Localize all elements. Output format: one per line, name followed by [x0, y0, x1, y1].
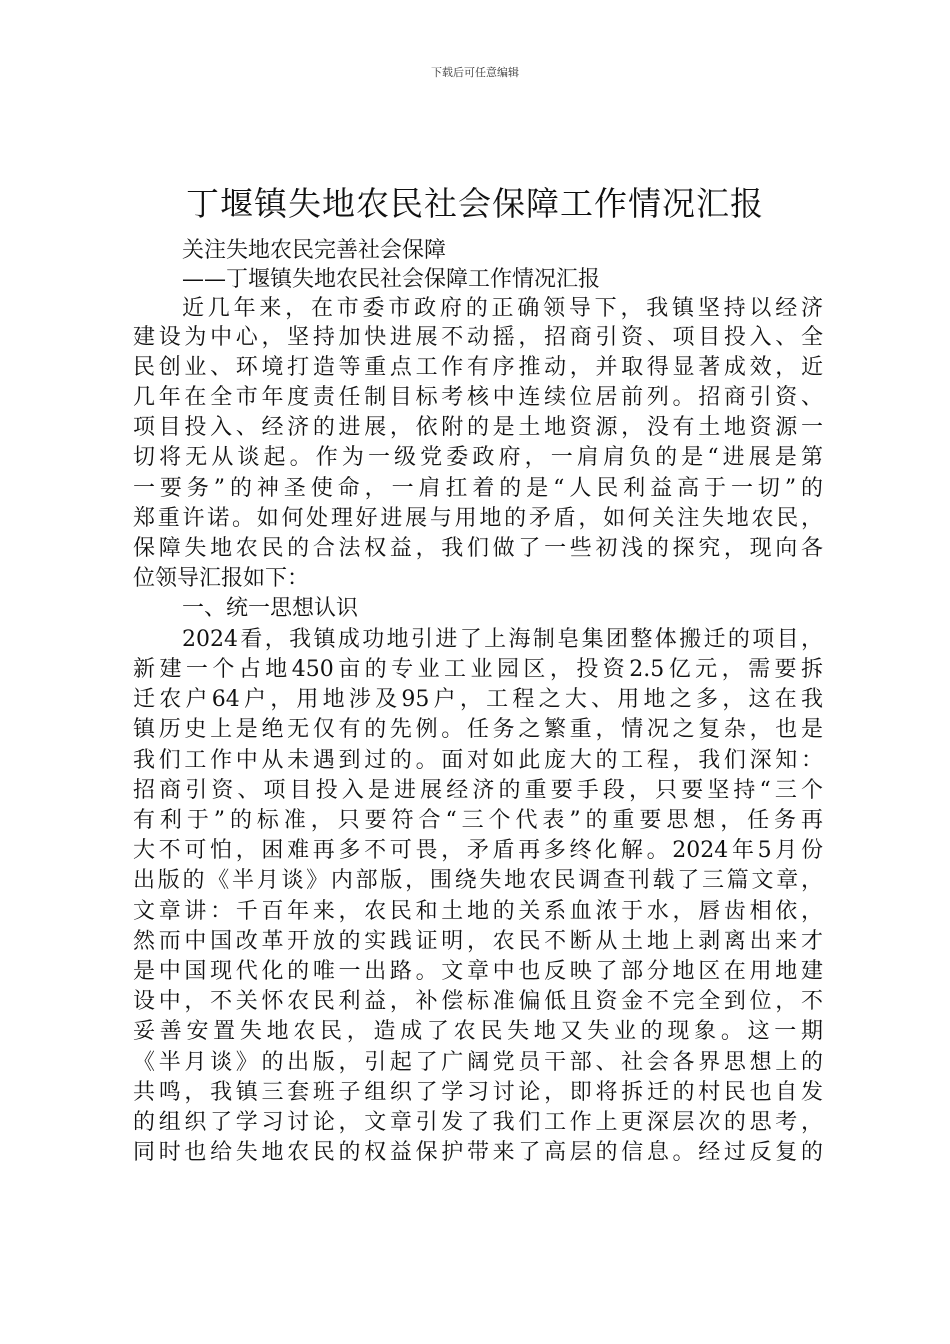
paragraph-line: 镇历史上是绝无仅有的先例。任务之繁重，情况之复杂，也是 [133, 717, 823, 742]
paragraph-line: 郑重许诺。如何处理好进展与用地的矛盾，如何关注失地农民， [133, 506, 823, 531]
paragraph-line: 建设为中心，坚持加快进展不动摇，招商引资、项目投入、全 [133, 325, 823, 350]
subtitle-line: 关注失地农民完善社会保障 [182, 238, 447, 263]
document-title: 丁堰镇失地农民社会保障工作情况汇报 [186, 184, 764, 223]
paragraph-line: 一要务”的神圣使命，一肩扛着的是“人民利益高于一切”的 [133, 476, 823, 501]
paragraph-line: 我们工作中从未遇到过的。面对如此庞大的工程，我们深知： [133, 748, 823, 773]
paragraph-line: 新建一个占地450亩的专业工业园区，投资2.5亿元，需要拆 [133, 657, 823, 682]
paragraph-line: 同时也给失地农民的权益保护带来了高层的信息。经过反复的 [133, 1140, 823, 1165]
paragraph-line: 位领导汇报如下： [133, 566, 310, 591]
paragraph-line: 民创业、环境打造等重点工作有序推动，并取得显著成效，近 [133, 355, 823, 380]
paragraph-line: 2024看，我镇成功地引进了上海制皂集团整体搬迁的项目， [182, 627, 823, 652]
paragraph-line: 近几年来，在市委市政府的正确领导下，我镇坚持以经济 [182, 296, 823, 321]
paragraph-line: 保障失地农民的合法权益，我们做了一些初浅的探究，现向各 [133, 536, 823, 561]
paragraph-line: 妥善安置失地农民，造成了农民失地又失业的现象。这一期 [133, 1019, 823, 1044]
paragraph-line: 的组织了学习讨论，文章引发了我们工作上更深层次的思考， [133, 1110, 823, 1135]
section-heading: 一、统一思想认识 [182, 596, 359, 621]
paragraph-line: 项目投入、经济的进展，依附的是土地资源，没有土地资源一 [133, 415, 823, 440]
subtitle-line: ——丁堰镇失地农民社会保障工作情况汇报 [182, 267, 601, 292]
paragraph-line: 出版的《半月谈》内部版，围绕失地农民调查刊载了三篇文章， [133, 868, 823, 893]
paragraph-line: 然而中国改革开放的实践证明，农民不断从土地上剥离出来才 [133, 929, 823, 954]
paragraph-line: 是中国现代化的唯一出路。文章中也反映了部分地区在用地建 [133, 959, 823, 984]
paragraph-line: 设中，不关怀农民利益，补偿标准偏低且资金不完全到位，不 [133, 989, 823, 1014]
paragraph-line: 文章讲：千百年来，农民和土地的关系血浓于水，唇齿相依， [133, 899, 823, 924]
header-note: 下载后可任意编辑 [431, 66, 519, 79]
paragraph-line: 切将无从谈起。作为一级党委政府，一肩肩负的是“进展是第 [133, 445, 823, 470]
paragraph-line: 大不可怕，困难再多不可畏，矛盾再多终化解。2024年5月份 [133, 838, 823, 863]
paragraph-line: 共鸣，我镇三套班子组织了学习讨论，即将拆迁的村民也自发 [133, 1080, 823, 1105]
paragraph-line: 几年在全市年度责任制目标考核中连续位居前列。招商引资、 [133, 385, 823, 410]
paragraph-line: 《半月谈》的出版，引起了广阔党员干部、社会各界思想上的 [133, 1050, 823, 1075]
paragraph-line: 迁农户64户，用地涉及95户，工程之大、用地之多，这在我 [133, 687, 823, 712]
paragraph-line: 招商引资、项目投入是进展经济的重要手段，只要坚持“三个 [133, 778, 823, 803]
paragraph-line: 有利于”的标准，只要符合“三个代表”的重要思想，任务再 [133, 808, 823, 833]
